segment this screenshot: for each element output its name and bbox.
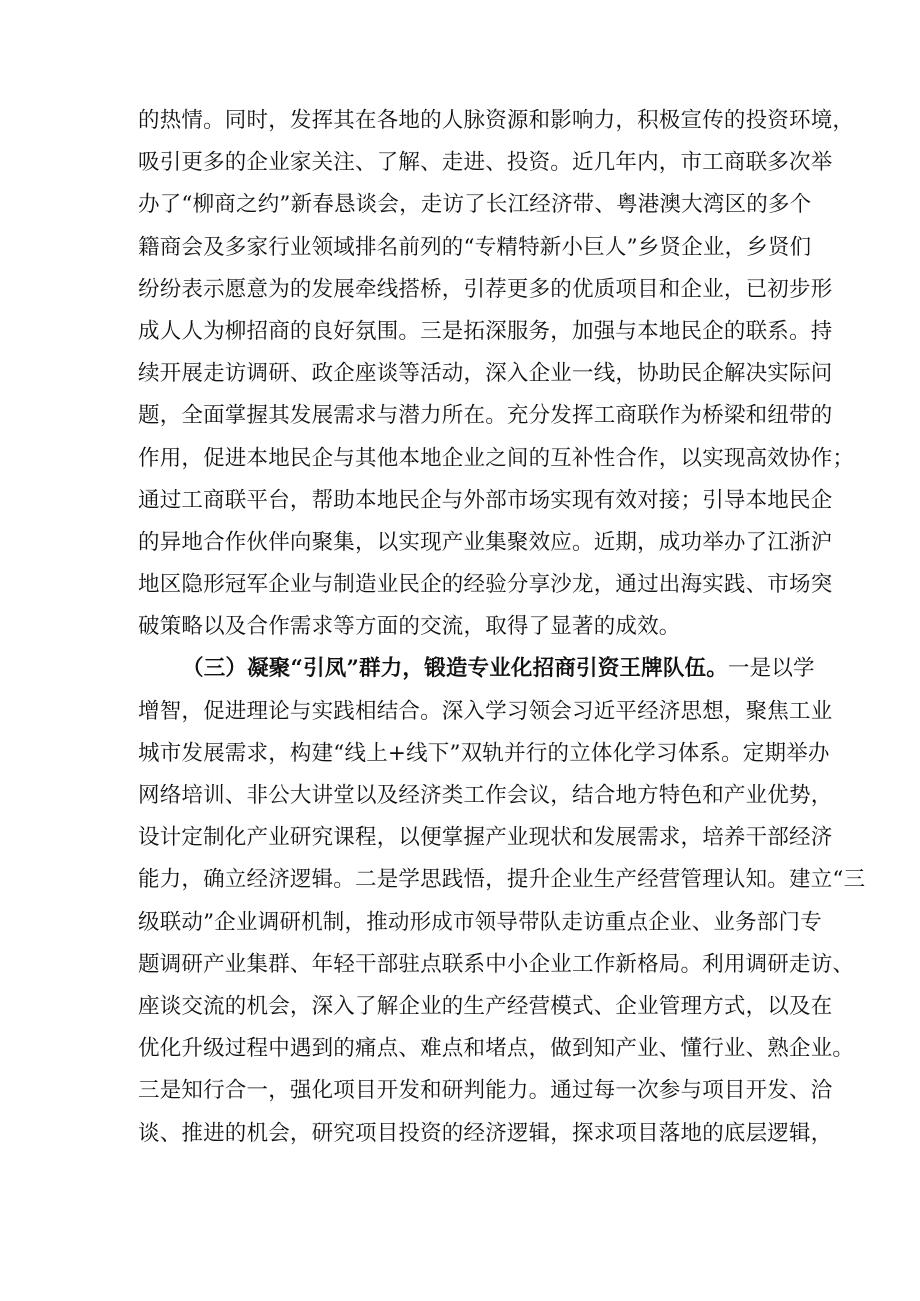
- paragraph-line: 吸引更多的企业家关注、了解、走进、投资。近几年内，市工商联多次举: [138, 150, 833, 176]
- section-line: 三是知行合一，强化项目开发和研判能力。通过每一次参与项目开发、洽: [138, 1078, 833, 1104]
- section-line: 座谈交流的机会，深入了解企业的生产经营模式、企业管理方式，以及在: [138, 993, 833, 1019]
- paragraph-line: 办了“柳商之约”新春恳谈会，走访了长江经济带、粤港澳大湾区的多个: [138, 192, 812, 218]
- section-line: 网络培训、非公大讲堂以及经济类工作会议，结合地方特色和产业优势，: [138, 783, 833, 808]
- paragraph-line: 纷纷表示愿意为的发展牵线搭桥，引荐更多的优质项目和企业，已初步形: [138, 276, 833, 302]
- body-text: [138, 100, 866, 1155]
- paragraph-line: 的异地合作伙伴向聚集，以实现产业集聚效应。近期，成功举办了江浙沪: [138, 529, 833, 555]
- paragraph-line: 题，全面掌握其发展需求与潜力所在。充分发挥工商联作为桥梁和纽带的: [138, 403, 833, 429]
- section-heading: （三）凝聚“引凤”群力，锻造专业化招商引资王牌队伍。: [182, 656, 728, 682]
- section-line: 增智，促进理论与实践相结合。深入学习领会习近平经济思想，聚焦工业: [138, 698, 833, 724]
- paragraph-line: 通过工商联平台，帮助本地民企与外部市场实现有效对接；引导本地民企: [138, 487, 833, 513]
- paragraph-line: 籍商会及多家行业领域排名前列的“专精特新小巨人”乡贤企业，乡贤们: [138, 234, 812, 260]
- paragraph-line: 成人人为柳招商的良好氛围。三是拓深服务，加强与本地民企的联系。持: [138, 318, 833, 344]
- paragraph-line: 地区隐形冠军企业与制造业民企的经验分享沙龙，通过出海实践、市场突: [138, 572, 833, 598]
- section-line: 题调研产业集群、年轻干部驻点联系中小企业工作新格局。利用调研走访、: [138, 951, 855, 977]
- paragraph-line: 续开展走访调研、政企座谈等活动，深入企业一线，协助民企解决实际问: [138, 361, 833, 387]
- section-line: 级联动”企业调研机制，推动形成市领导带队走访重点企业、业务部门专: [138, 909, 822, 935]
- paragraph-line: 的热情。同时，发挥其在各地的人脉资源和影响力，积极宣传的投资环境，: [138, 108, 855, 133]
- section-line: 优化升级过程中遇到的痛点、难点和堵点，做到知产业、懂行业、熟企业。: [138, 1036, 855, 1062]
- section-line: 城市发展需求，构建“线上+线下”双轨并行的立体化学习体系。定期举办: [138, 740, 830, 766]
- section-line: 谈、推进的机会，研究项目投资的经济逻辑，探求项目落地的底层逻辑，: [138, 1120, 833, 1146]
- section-line: 设计定制化产业研究课程，以便掌握产业现状和发展需求，培养干部经济: [138, 825, 833, 851]
- section-first-line-rest: 一是以学: [727, 656, 815, 682]
- paragraph-line: 破策略以及合作需求等方面的交流，取得了显著的成效。: [138, 614, 681, 640]
- section-line: 能力，确立经济逻辑。二是学思践悟，提升企业生产经营管理认知。建立“三: [138, 867, 866, 893]
- section-first-line: [138, 648, 815, 690]
- paragraph-line: 作用，促进本地民企与其他本地企业之间的互补性合作，以实现高效协作；: [138, 445, 855, 471]
